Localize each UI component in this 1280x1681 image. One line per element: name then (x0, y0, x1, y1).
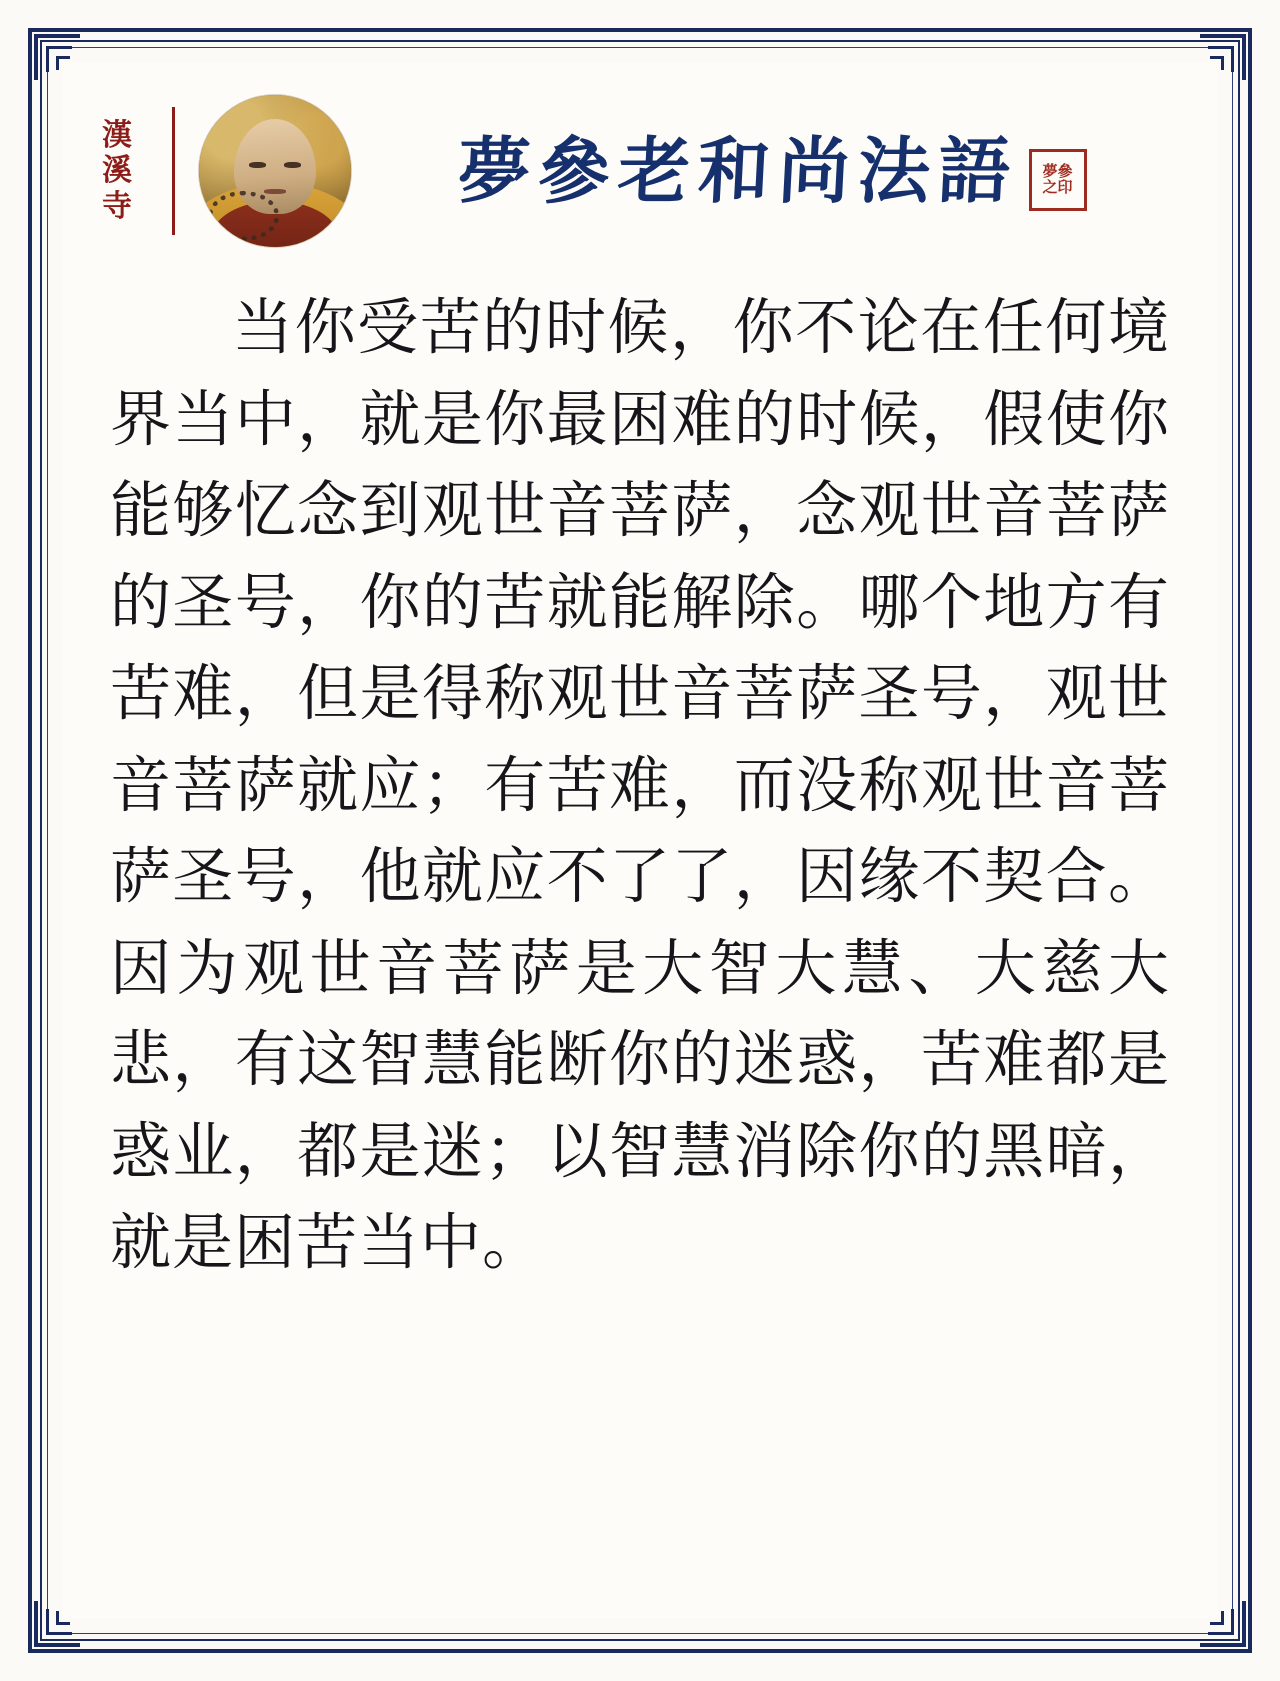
seal-line-2: 之印 (1042, 178, 1073, 196)
monk-portrait-avatar (199, 95, 351, 247)
title-area (351, 128, 1184, 213)
page-title: 夢參老和尚法語 (456, 128, 1021, 213)
poster-header (96, 86, 1184, 256)
temple-name-vertical: 漢溪寺 (102, 117, 133, 224)
seal-line-1: 夢參 (1042, 162, 1073, 181)
quote-body-text: 当你受苦的时候，你不论在任何境界当中，就是你最困难的时候，假使你能够忆念到观世音菩萨，念观世音菩萨的圣号，你的苦就能解除。哪个地方有苦难，但是得称观世音菩萨圣号，观世音菩萨就应；有苦难，而没称观世音菩萨圣号，他就应不了了，因缘不契合。因为观世音菩萨是大智大慧、大慈大悲，有这智慧能断你的迷惑，苦难都是惑业，都是迷；以智慧消除你的黑暗，就是困苦当中。 (110, 292, 1170, 1278)
red-seal-stamp (1029, 149, 1087, 211)
header-vertical-divider (172, 107, 175, 235)
poster-content (62, 62, 1218, 1619)
